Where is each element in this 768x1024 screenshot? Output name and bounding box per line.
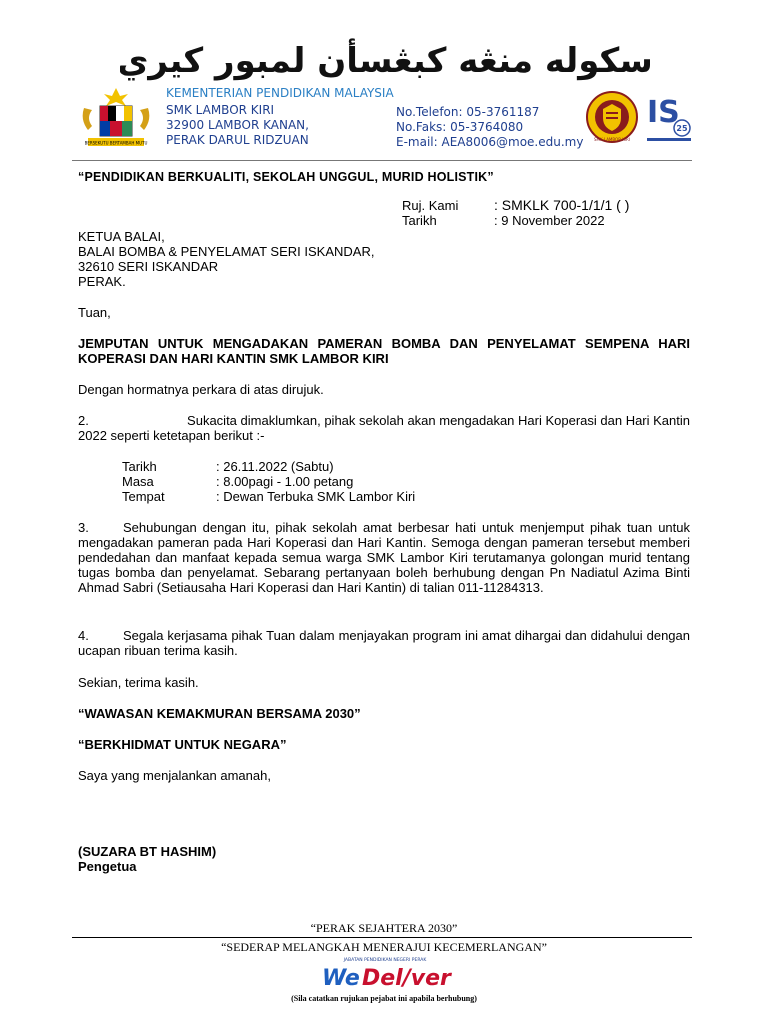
recipient-line: BALAI BOMBA & PENYELAMAT SERI ISKANDAR, (78, 244, 375, 259)
event-detail-value: : 8.00pagi - 1.00 petang (216, 474, 354, 489)
date-row (402, 213, 629, 228)
svg-text:IS: IS (647, 95, 680, 130)
jawi-school-name (120, 34, 650, 82)
contact-info (396, 105, 583, 150)
school-address (166, 103, 394, 148)
paragraph-3-text: Sehubungan dengan itu, pihak sekolah amat berbesar hati untuk menjemput pihak tuan untuk mengadakan pameran pada Hari Koperasi dan Hari Kantin. Semoga dengan pameran tersebut memberi pendedahan dan manfaat kepada semua warga SMK Lambor Kiri terutamanya golongan murid tentang tugas bomba dan penyelamat. Sebarang pertanyaan boleh berhubung dengan Pn Nadiatul Azima Binti Ahmad Sabri (Setiausaha Hari Koperasi dan Hari Kantin) di talian 011-11284313. (78, 520, 690, 595)
svg-text:JABATAN PENDIDIKAN NEGERI PERA: JABATAN PENDIDIKAN NEGERI PERAK (343, 958, 427, 963)
event-detail-value: : 26.11.2022 (Sabtu) (216, 459, 334, 474)
paragraph-2-number: 2. (78, 413, 89, 428)
signatory-title: Pengetua (78, 859, 137, 874)
reference-label: Ruj. Kami (402, 198, 459, 213)
opening-line: Dengan hormatnya perkara di atas dirujuk. (78, 382, 324, 397)
fax-number: No.Faks: 05-3764080 (396, 120, 524, 134)
reference-value: : SMKLK 700-1/1/1 ( ) (494, 197, 630, 213)
date-label: Tarikh (402, 213, 437, 228)
svg-text:SMK LAMBOR KIRI: SMK LAMBOR KIRI (593, 137, 631, 142)
paragraph-4 (78, 628, 690, 658)
header-divider (72, 160, 692, 161)
svg-text:Del/ver: Del/ver (362, 966, 451, 990)
letter-subject: JEMPUTAN UNTUK MENGADAKAN PAMERAN BOMBA DAN PENYELAMAT SEMPENA HARI KOPERASI DAN HARI KANTIN SMK LAMBOR KIRI (78, 336, 690, 366)
we-deliver-logo (310, 954, 460, 990)
paragraph-2-line-1 (78, 413, 690, 428)
trust-line: Saya yang menjalankan amanah, (78, 768, 271, 783)
recipient-address (78, 229, 690, 289)
closing-line: Sekian, terima kasih. (78, 675, 199, 690)
event-detail-row (122, 459, 415, 474)
salutation: Tuan, (78, 305, 111, 320)
paragraph-2-text-2: 2022 seperti ketetapan berikut :- (78, 428, 265, 443)
signatory-name: (SUZARA BT HASHIM) (78, 844, 217, 859)
footer-motto-sederap: “SEDERAP MELANGKAH MENERAJUI KECEMERLANGAN” (221, 940, 547, 954)
paragraph-3 (78, 520, 690, 595)
date-value: : 9 November 2022 (494, 213, 605, 228)
slogan-wawasan: “WAWASAN KEMAKMURAN BERSAMA 2030” (78, 706, 361, 721)
event-detail-label: Tempat (122, 489, 165, 504)
paragraph-2 (78, 413, 690, 443)
school-header (166, 86, 394, 148)
education-motto: “PENDIDIKAN BERKUALITI, SEKOLAH UNGGUL, MURID HOLISTIK” (78, 170, 494, 184)
svg-text:We: We (322, 966, 360, 990)
event-details (122, 459, 415, 504)
reference-row (402, 198, 629, 213)
paragraph-4-number: 4. (78, 628, 89, 643)
school-postcode: 32900 LAMBOR KANAN, (166, 118, 309, 132)
event-detail-value: : Dewan Terbuka SMK Lambor Kiri (216, 489, 416, 504)
signatory-block (78, 844, 690, 874)
recipient-line: 32610 SERI ISKANDAR (78, 259, 219, 274)
paragraph-2-text-1: Sukacita dimaklumkan, pihak sekolah akan mengadakan Hari Koperasi dan Hari Kantin (187, 413, 690, 428)
email-address: E-mail: AEA8006@moe.edu.my (396, 135, 584, 149)
recipient-line: PERAK. (78, 274, 126, 289)
reference-block (402, 198, 629, 228)
is25-logo (645, 92, 693, 146)
paragraph-3-number: 3. (78, 520, 89, 535)
paragraph-4-text: Segala kerjasama pihak Tuan dalam menjayakan program ini amat dihargai dan didahului dengan ucapan ribuan terima kasih. (78, 628, 690, 658)
svg-text:BERSEKUTU BERTAMBAH MUTU: BERSEKUTU BERTAMBAH MUTU (84, 140, 148, 146)
recipient-line: KETUA BALAI, (78, 229, 165, 244)
phone-number: No.Telefon: 05-3761187 (396, 105, 540, 119)
slogan-berkhidmat: “BERKHIDMAT UNTUK NEGARA” (78, 737, 287, 752)
footer-divider (72, 937, 692, 938)
event-detail-label: Tarikh (122, 459, 157, 474)
svg-text:سکوله منڠه کبڠسأن لمبور کيري: سکوله منڠه کبڠسأن لمبور کيري (120, 41, 650, 81)
event-detail-label: Masa (122, 474, 154, 489)
svg-text:25: 25 (676, 124, 688, 133)
school-name: SMK LAMBOR KIRI (166, 103, 275, 117)
ministry-name: KEMENTERIAN PENDIDIKAN MALAYSIA (166, 86, 394, 100)
event-detail-row (122, 474, 415, 489)
school-badge-logo (586, 90, 638, 146)
malaysia-crest-logo (74, 86, 158, 152)
event-detail-row (122, 489, 415, 504)
school-state: PERAK DARUL RIDZUAN (166, 133, 309, 147)
footer-motto-perak: “PERAK SEJAHTERA 2030” (310, 921, 458, 935)
footer-note: (Sila catatkan rujukan pejabat ini apabila berhubung) (291, 994, 477, 1003)
